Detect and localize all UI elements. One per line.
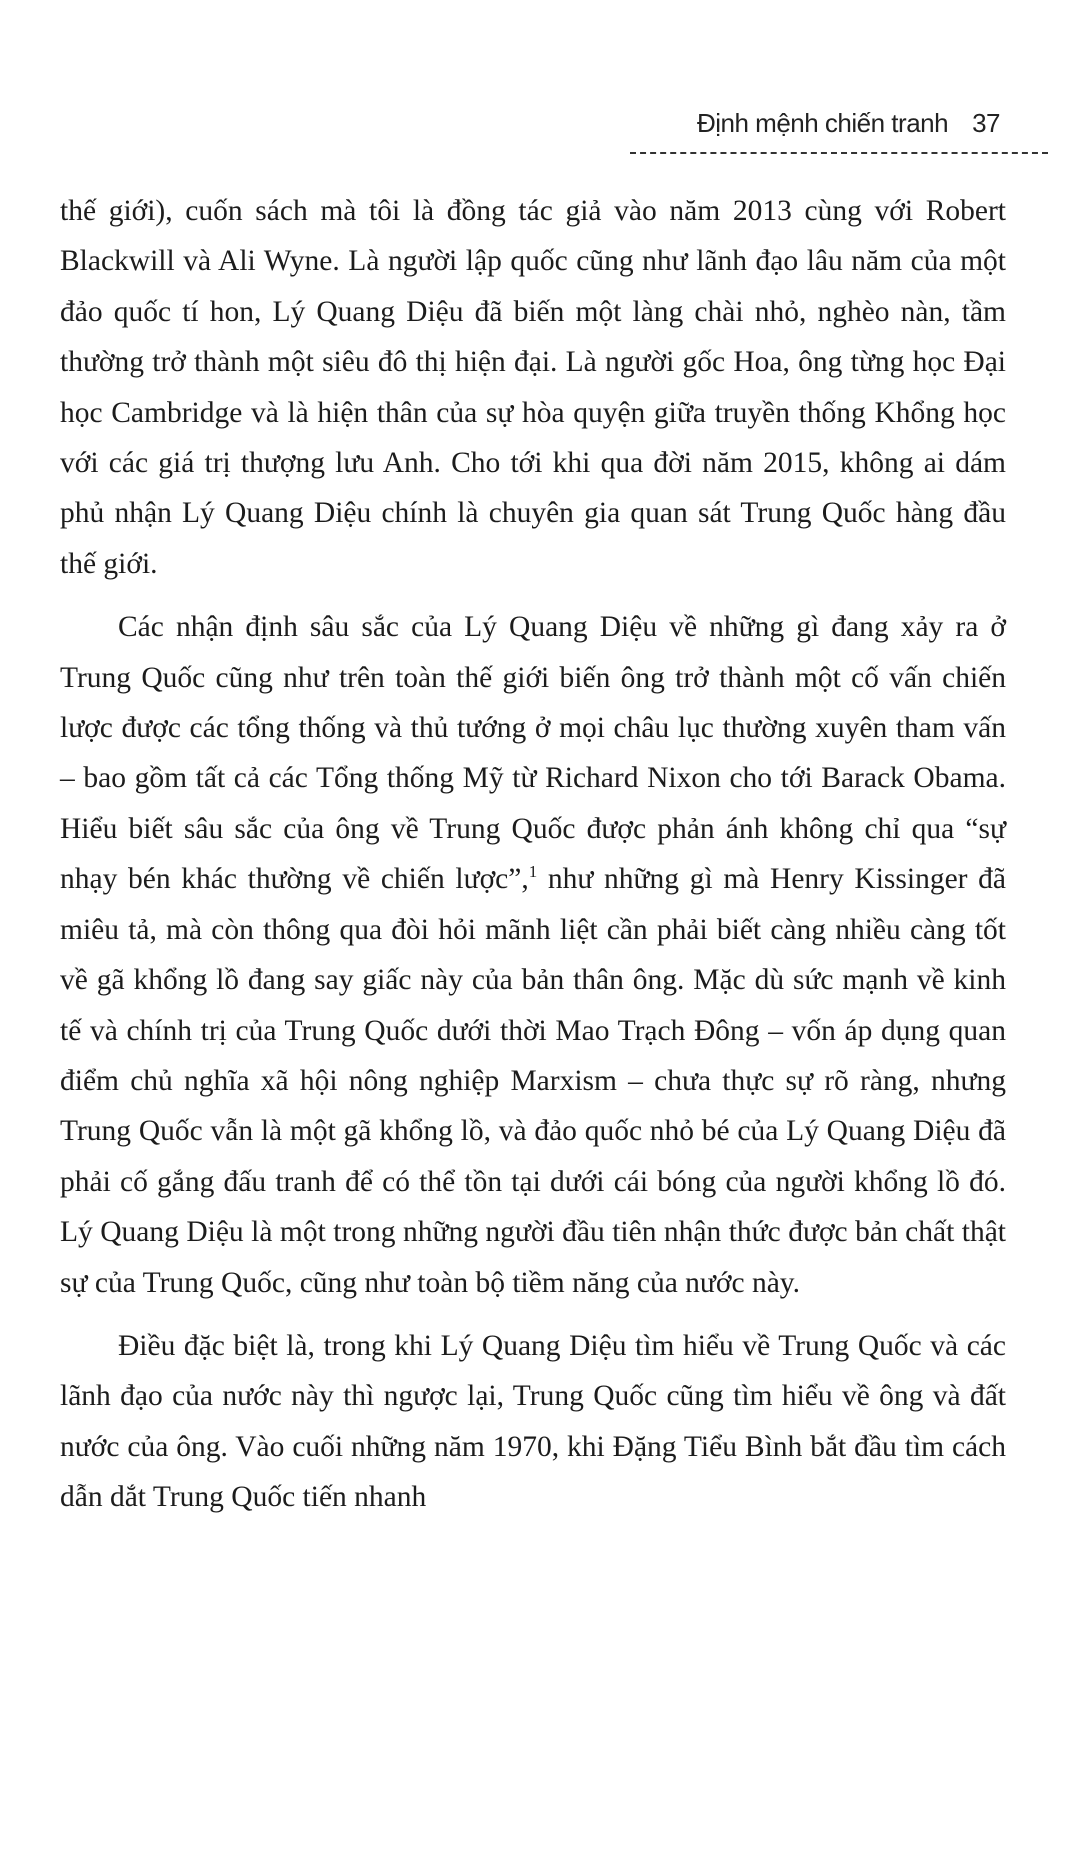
running-header	[0, 108, 1000, 139]
running-title: Định mệnh chiến tranh	[696, 108, 949, 138]
body-text	[60, 186, 1006, 1523]
footnote-marker: 1	[528, 862, 538, 882]
paragraph: Điều đặc biệt là, trong khi Lý Quang Diệu tìm hiểu về Trung Quốc và các lãnh đạo của nước này thì ngược lại, Trung Quốc cũng tìm hiểu về ông và đất nước của ông. Vào cuối những năm 1970, khi Đặng Tiểu Bình bắt đầu tìm cách dẫn dắt Trung Quốc tiến nhanh	[60, 1329, 1006, 1514]
paragraph	[60, 602, 1006, 1308]
header-dashed-rule	[630, 152, 1048, 154]
paragraph-continued: thế giới), cuốn sách mà tôi là đồng tác giả vào năm 2013 cùng với Robert Blackwill và Ali Wyne. Là người lập quốc cũng như lãnh đạo lâu năm của một đảo quốc tí hon, Lý Quang Diệu đã biến một làng chài nhỏ, nghèo nàn, tầm thường trở thành một siêu đô thị hiện đại. Là người gốc Hoa, ông từng học Đại học Cambridge và là hiện thân của sự hòa quyện giữa truyền thống Khổng học với các giá trị thượng lưu Anh. Cho tới khi qua đời năm 2015, không ai dám phủ nhận Lý Quang Diệu chính là chuyên gia quan sát Trung Quốc hàng đầu thế giới.	[60, 195, 1006, 580]
page-number: 37	[972, 108, 1000, 138]
paragraph-text: như những gì mà Henry Kissinger đã miêu tả, mà còn thông qua đòi hỏi mãnh liệt cần phải biết càng nhiều càng tốt về gã khổng lồ đang say giấc này của bản thân ông. Mặc dù sức mạnh về kinh tế và chính trị của Trung Quốc dưới thời Mao Trạch Đông – vốn áp dụng quan điểm chủ nghĩa xã hội nông nghiệp Marxism – chưa thực sự rõ ràng, nhưng Trung Quốc vẫn là một gã khổng lồ, và đảo quốc nhỏ bé của Lý Quang Diệu đã phải cố gắng đấu tranh để có thể tồn tại dưới cái bóng của người khổng lồ đó. Lý Quang Diệu là một trong những người đầu tiên nhận thức được bản chất thật sự của Trung Quốc, cũng như toàn bộ tiềm năng của nước này.	[60, 863, 1006, 1299]
paragraph-text: Các nhận định sâu sắc của Lý Quang Diệu về những gì đang xảy ra ở Trung Quốc cũng như trên toàn thế giới biến ông trở thành một cố vấn chiến lược được các tổng thống và thủ tướng ở mọi châu lục thường xuyên tham vấn – bao gồm tất cả các Tổng thống Mỹ từ Richard Nixon cho tới Barack Obama. Hiểu biết sâu sắc của ông về Trung Quốc được phản ánh không chỉ qua “sự nhạy bén khác thường về chiến lược”,	[60, 611, 1006, 896]
